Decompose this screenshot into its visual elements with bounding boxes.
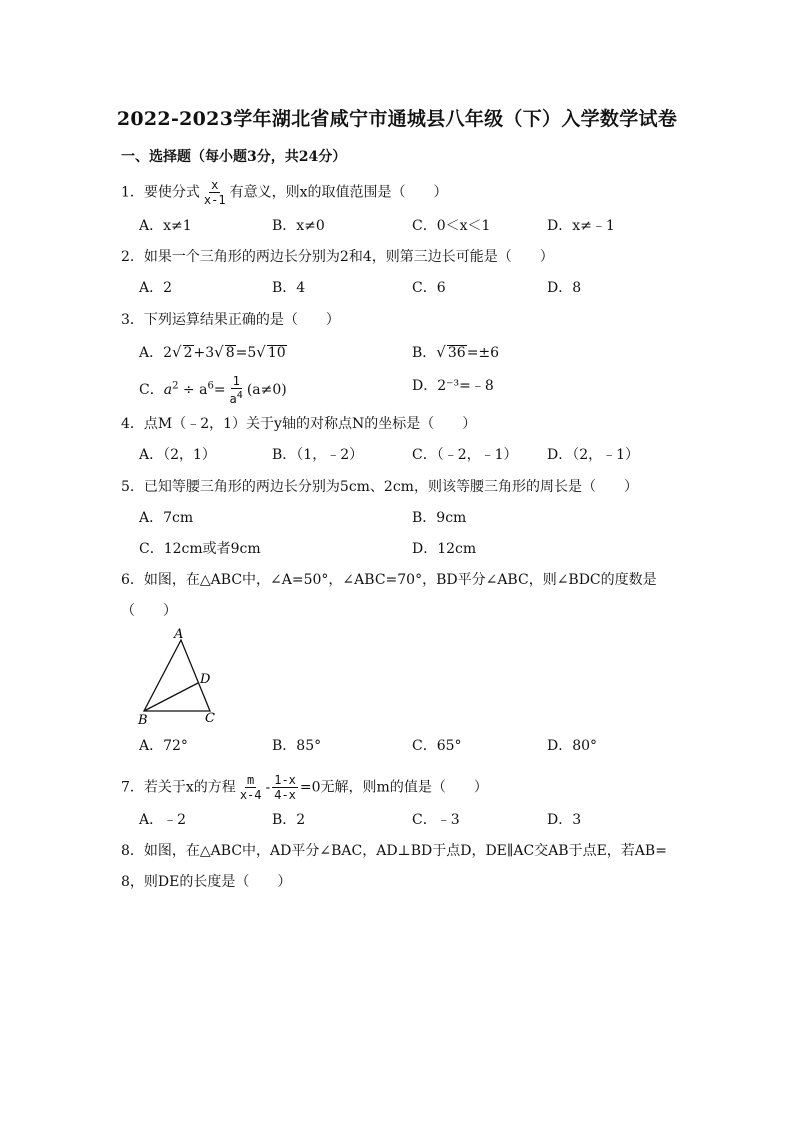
q3-option-b[interactable] xyxy=(412,342,499,363)
q3-c-exp1: 2 xyxy=(172,380,179,392)
q6-triangle-figure xyxy=(130,626,230,728)
q6-option-b[interactable]: B．85° xyxy=(272,738,322,754)
q4-option-a[interactable]: A．（2，1） xyxy=(139,447,216,463)
q3-options-row2 xyxy=(0,374,794,406)
q7-option-d[interactable]: D．3 xyxy=(547,812,582,828)
q1-option-b[interactable]: B．x≠0 xyxy=(272,218,325,234)
q3-c-label: C． xyxy=(139,382,164,398)
label-b: B xyxy=(138,713,148,728)
q3-option-c[interactable] xyxy=(139,374,287,406)
q7-fraction-1 xyxy=(238,773,264,802)
q5-options-row2 xyxy=(0,539,794,559)
q5-options-row1 xyxy=(0,508,794,528)
q3-b-result: =±6 xyxy=(466,345,500,361)
q3-b-radicand: 36 xyxy=(447,345,466,361)
q6-option-d[interactable]: D．80° xyxy=(547,738,598,754)
q1-option-d[interactable]: D．x≠﹣1 xyxy=(547,218,615,234)
q3-c-den xyxy=(228,389,245,406)
q3-c-fraction xyxy=(228,374,245,406)
q1-suffix: 有意义，则x的取值范围是（ ） xyxy=(229,184,448,201)
sqrt-symbol: √ xyxy=(214,343,224,361)
question-6-line1: 6．如图，在△ABC中，∠A=50°，∠ABC=70°，BD平分∠ABC，则∠BDC的度数是 xyxy=(121,572,657,588)
q7-fraction-2 xyxy=(272,773,298,802)
q7-f2-num: 1-x xyxy=(274,773,296,787)
q3-c-den-exp: 4 xyxy=(236,390,243,401)
sqrt-symbol: √ xyxy=(172,343,182,361)
q7-minus: - xyxy=(265,779,271,796)
q4-option-b[interactable]: B．（1，﹣2） xyxy=(272,447,364,463)
question-3: 3．下列运算结果正确的是（ ） xyxy=(121,312,340,328)
q7-f1-num: m xyxy=(247,773,255,787)
q5-option-c[interactable]: C．12cm或者9cm xyxy=(139,541,261,557)
q3-c-num: 1 xyxy=(232,374,240,388)
question-8-line2: 8，则DE的长度是（ ） xyxy=(121,874,292,890)
sqrt-symbol: √ xyxy=(256,343,266,361)
label-d: D xyxy=(200,672,211,687)
q1-options xyxy=(0,216,794,236)
question-7 xyxy=(121,773,488,802)
q3-c-equals: = xyxy=(213,382,226,398)
q4-options xyxy=(0,445,794,465)
q1-frac-num: x xyxy=(211,178,219,192)
q3-option-a[interactable] xyxy=(139,342,287,363)
q3-a-radicand1: 2 xyxy=(183,345,193,361)
q1-option-c[interactable]: C．0＜x＜1 xyxy=(412,218,491,234)
q3-a-coef: 2 xyxy=(163,345,173,361)
q3-a-equals: =5 xyxy=(235,345,257,361)
segment-bd xyxy=(144,683,198,711)
q3-a-label: A． xyxy=(139,345,164,361)
question-5: 5．已知等腰三角形的两边长分别为5cm、2cm，则该等腰三角形的周长是（ ） xyxy=(121,479,638,495)
q1-prefix: 1．要使分式 xyxy=(121,184,200,201)
question-1 xyxy=(121,178,448,207)
q7-option-b[interactable]: B．2 xyxy=(272,812,306,828)
q2-option-a[interactable]: A．2 xyxy=(139,280,173,296)
q7-option-c[interactable]: C．﹣3 xyxy=(412,812,460,828)
q1-option-a[interactable]: A．x≠1 xyxy=(139,218,192,234)
q3-a-radicand3: 10 xyxy=(267,345,286,361)
q3-c-condition: (a≠0) xyxy=(246,382,287,398)
sqrt-symbol: √ xyxy=(436,343,446,361)
q1-frac-den: x-1 xyxy=(203,193,226,207)
section-heading: 一、选择题（每小题3分，共24分） xyxy=(121,149,347,165)
question-4: 4．点M（﹣2，1）关于y轴的对称点N的坐标是（ ） xyxy=(121,416,477,432)
q7-suffix: =0无解，则m的值是（ ） xyxy=(299,779,488,796)
q3-a-plus: +3 xyxy=(193,345,215,361)
q3-c-den-base: a xyxy=(229,392,237,406)
q4-option-c[interactable]: C．（﹣2，﹣1） xyxy=(412,447,518,463)
q2-options xyxy=(0,278,794,298)
q6-option-c[interactable]: C．65° xyxy=(412,738,462,754)
q7-option-a[interactable]: A．﹣2 xyxy=(139,812,187,828)
q3-options-row1 xyxy=(0,342,794,362)
q3-a-radicand2: 8 xyxy=(225,345,235,361)
question-8-line1: 8．如图，在△ABC中，AD平分∠BAC，AD⊥BD于点D，DE∥AC交AB于点E，若AB= xyxy=(121,843,667,859)
q6-options xyxy=(0,736,794,756)
q3-option-d[interactable]: D．2⁻³=﹣8 xyxy=(412,378,494,394)
q2-option-b[interactable]: B．4 xyxy=(272,280,306,296)
q3-c-base: a xyxy=(163,382,173,398)
q7-prefix: 7．若关于x的方程 xyxy=(121,779,236,796)
question-6-line2: （ ） xyxy=(121,603,177,619)
label-c: C xyxy=(205,711,215,726)
q5-option-b[interactable]: B．9cm xyxy=(412,510,467,526)
question-2: 2．如果一个三角形的两边长分别为2和4，则第三边长可能是（ ） xyxy=(121,249,554,265)
q7-f2-den: 4-x xyxy=(274,788,296,802)
q3-c-div: ÷ a xyxy=(182,382,208,398)
q7-f1-den: x-4 xyxy=(239,788,262,802)
q6-option-a[interactable]: A．72° xyxy=(139,738,188,754)
q3-b-label: B． xyxy=(412,345,437,361)
label-a: A xyxy=(174,627,184,642)
q3-c-exp2: 6 xyxy=(207,380,214,392)
q2-option-c[interactable]: C．6 xyxy=(412,280,446,296)
q4-option-d[interactable]: D．（2，﹣1） xyxy=(547,447,640,463)
q1-fraction xyxy=(202,178,228,207)
exam-title: 2022-2023学年湖北省咸宁市通城县八年级（下）入学数学试卷 xyxy=(116,108,678,130)
q2-option-d[interactable]: D．8 xyxy=(547,280,582,296)
q5-option-a[interactable]: A．7cm xyxy=(139,510,194,526)
q5-option-d[interactable]: D．12cm xyxy=(412,541,477,557)
q7-options xyxy=(0,810,794,830)
